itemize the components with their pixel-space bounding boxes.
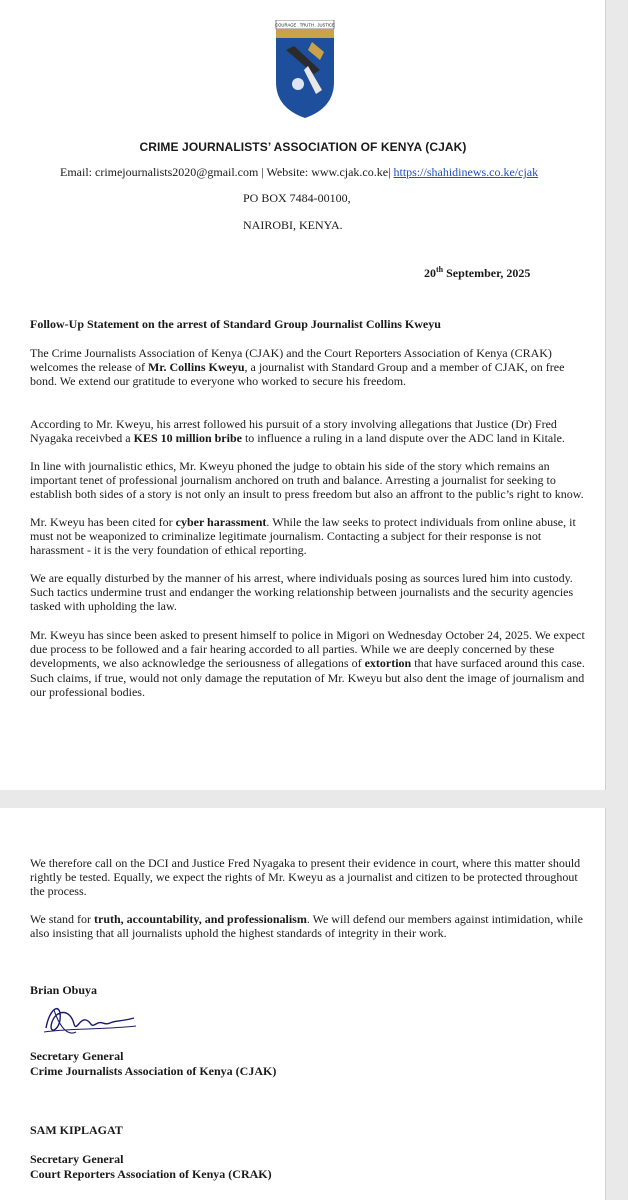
signatory-1-name: Brian Obuya <box>30 983 98 997</box>
signatory-2-title: Secretary General Court Reporters Association of Kenya (CRAK) <box>30 1152 272 1181</box>
paragraph-cyber-harassment: Mr. Kweyu has been cited for cyber harassment. While the law seeks to protect individuals from online abuse, it must not be weaponized to criminalize legitimate journalism. Contacting a subject for their response is not harassment - it is the very foundation of ethical reporting. <box>30 515 576 558</box>
paragraph-arrest-manner: We are equally disturbed by the manner of his arrest, where individuals posing as sources lured him into custody. Such tactics undermine trust and endanger the working relationship between journalists and the security agencies tasked with upholding the law. <box>30 571 574 614</box>
date-suffix: th <box>436 265 444 274</box>
statement-heading: Follow-Up Statement on the arrest of Standard Group Journalist Collins Kweyu <box>30 317 441 331</box>
org-name: CRIME JOURNALISTS’ ASSOCIATION OF KENYA (CJAK) <box>139 140 467 154</box>
paragraph-ethics: In line with journalistic ethics, Mr. Kweyu phoned the judge to obtain his side of the story which remains an important tenet of professional journalism anchored on truth and balance. Arresting a journalist for seeking to establish both sides of a story is not only an insult to press freedom but also an affront to the public’s right to know. <box>30 459 584 502</box>
address-city: NAIROBI, KENYA. <box>243 218 343 232</box>
paragraph-due-process: Mr. Kweyu has since been asked to present himself to police in Migori on Wednesday October 24, 2025. We expect due process to be followed and a fair hearing accorded to all parties. While we are deeply concerned by these developments, we also acknowledge the seriousness of allegations of extortion that have surfaced around this case. Such claims, if true, would not only damage the reputation of Mr. Kweyu but also dent the image of journalism and our professional bodies. <box>30 628 585 699</box>
statement-date <box>424 265 530 281</box>
contact-line <box>60 165 580 180</box>
paragraph-allegations: According to Mr. Kweyu, his arrest followed his pursuit of a story involving allegations that Justice (Dr) Fred Nyagaka receivbed a KES 10 million bribe to influence a ruling in a land dispute over the ADC land in Kitale. <box>30 417 565 446</box>
paragraph-release: The Crime Journalists Association of Kenya (CJAK) and the Court Reporters Association of Kenya (CRAK) welcomes the release of Mr. Collins Kweyu, a journalist with Standard Group and a member of CJAK, on free bond. We extend our gratitude to everyone who worked to secure his freedom. <box>30 346 565 389</box>
logo-motto: COURAGE . TRUTH . JUSTICE <box>275 22 335 28</box>
shahidinews-link[interactable]: https://shahidinews.co.ke/cjak <box>393 165 539 179</box>
signatory-2-name: SAM KIPLAGAT <box>30 1123 123 1137</box>
email-website-text: Email: crimejournalists2020@gmail.com | Website: www.cjak.co.ke| <box>60 165 391 179</box>
paragraph-values: We stand for truth, accountability, and professionalism. We will defend our members against intimidation, while also insisting that all journalists uphold the highest standards of integrity in their work. <box>30 912 583 941</box>
address-po-box: PO BOX 7484-00100, <box>243 191 351 205</box>
handwritten-signature-icon <box>40 998 140 1040</box>
paragraph-call-to-dci: We therefore call on the DCI and Justice Fred Nyagaka to present their evidence in court, where this matter should rightly be tested. Equally, we expect the rights of Mr. Kweyu as a journalist and citizen to be protected throughout the process. <box>30 856 581 899</box>
document-page-2 <box>0 808 606 1200</box>
signatory-1-title: Secretary General Crime Journalists Association of Kenya (CJAK) <box>30 1049 277 1078</box>
cjak-logo-shield-icon <box>274 20 336 120</box>
date-day: 20 <box>424 266 436 280</box>
date-rest: September, 2025 <box>443 266 531 280</box>
